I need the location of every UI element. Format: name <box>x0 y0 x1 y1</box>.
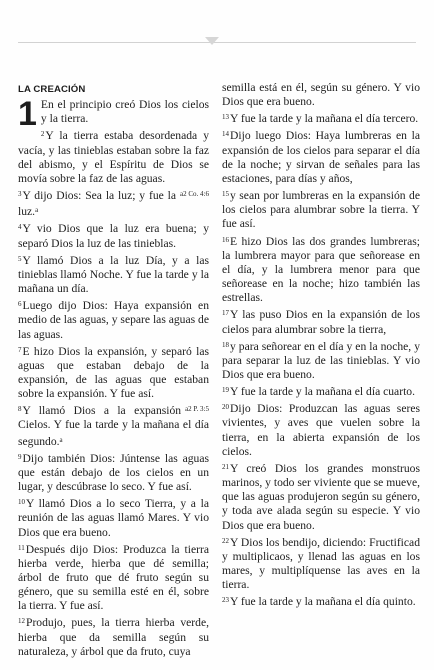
verse-text: Dijo Dios: Produzcan las aguas seres vivientes, y aves que vuelen sobre la tierra, en la abierta expansión de los cielos. <box>222 402 420 458</box>
verse-number: 14 <box>222 130 229 139</box>
left-column-body <box>18 95 209 659</box>
verse <box>222 400 420 459</box>
verse-text: Y creó Dios los grandes monstruos marinos, y todo ser viviente que se mueve, que las aguas produjeron según su género, y toda ave alada según su especie. Y vio Dios que era bueno. <box>222 461 421 532</box>
verse-text: E hizo Dios la expansión, y separó las aguas que estaban debajo de la expansión, de las aguas que estaban sobre la expansión. Y fue así. <box>18 344 209 401</box>
verse-number: 4 <box>18 223 22 232</box>
verse-number: 15 <box>222 190 229 199</box>
verse-number: 23 <box>222 596 229 605</box>
footnote-marker: a <box>59 435 63 444</box>
verse-text: Y llamó Dios a la expansión Cielos. Y fue la tarde y la mañana el día segundo. <box>18 404 209 448</box>
verse-text: Y llamó Dios a lo seco Tierra, y a la reunión de las aguas llamó Mares. Y vio Dios que era bueno. <box>18 497 209 539</box>
verse <box>18 495 209 539</box>
right-column-body <box>222 81 420 609</box>
verse-number: 3 <box>18 190 22 199</box>
verse-text: Y Dios los bendijo, diciendo: Fructificad y multiplicaos, y llenad las aguas en los mares, y multiplíquense las aves en la tierra. <box>222 535 420 592</box>
verse <box>222 338 420 382</box>
verse-text: Y llamó Dios a la luz Día, y a las tinieblas llamó Noche. Y fue la tarde y la mañana un día. <box>18 253 209 296</box>
left-column <box>18 83 209 660</box>
verse-number: 7 <box>18 345 22 354</box>
verse-number: 8 <box>18 405 22 414</box>
verse-number: 16 <box>222 235 229 244</box>
verse-text: Y las puso Dios en la expansión de los cielos para alumbrar sobre la tierra, <box>222 308 420 336</box>
verse <box>18 220 209 250</box>
verse-text: Y vio Dios que la luz era buena; y separó Dios la luz de las tinieblas. <box>18 222 209 250</box>
verse <box>18 614 209 658</box>
chapter-number: 1 <box>18 95 37 134</box>
verse <box>18 127 209 186</box>
verse-number: 13 <box>222 113 229 122</box>
verse <box>18 541 209 614</box>
verse <box>222 593 420 609</box>
verse <box>18 450 209 494</box>
verse <box>222 383 420 399</box>
verse <box>222 460 420 533</box>
verse-text: Dijo luego Dios: Haya lumbreras en la expansión de los cielos para separar el día de la noche; y sirvan de señales para las estaciones, para días y años, <box>222 129 420 185</box>
verse-number: 11 <box>18 543 25 552</box>
verse-text: En el principio creó Dios los cielos y la tierra. <box>40 98 209 126</box>
verse <box>222 187 420 231</box>
verse-number: 18 <box>222 340 229 349</box>
right-column <box>222 81 420 610</box>
verse-text: Dijo también Dios: Júntense las aguas que están debajo de los cielos en un lugar, y descúbrase lo seco. Y fue así. <box>18 451 209 494</box>
verse <box>222 81 420 109</box>
verse-number: 22 <box>222 536 229 545</box>
verse <box>18 402 209 448</box>
verse <box>18 343 209 402</box>
verse-text: Y dijo Dios: Sea la luz; y fue la luz. <box>18 189 177 219</box>
verse-text: Y fue la tarde y la mañana el día tercero. <box>230 112 419 126</box>
verse-number: 2 <box>40 130 45 139</box>
verse-text: Y fue la tarde y la mañana el día cuarto. <box>230 385 415 399</box>
verse <box>222 110 420 126</box>
footnote-marker: a <box>35 206 39 215</box>
verse <box>18 187 209 219</box>
verse <box>18 297 209 341</box>
verse-text: E hizo Dios las dos grandes lumbreras; la lumbrera mayor para que señorease en el día, y la lumbrera menor para que señorease en la noche; hizo también las estrellas. <box>222 234 420 305</box>
section-heading: LA CREACIÓN <box>18 84 86 95</box>
verse-text: Produjo, pues, la tierra hierba verde, hierba que da semilla según su naturaleza, y árbol que da fruto, cuya <box>18 616 209 658</box>
verse-number: 6 <box>18 300 22 309</box>
verse-text: y para señorear en el día y en la noche, y para separar la luz de las tinieblas. Y vio Dios que era bueno. <box>222 339 420 381</box>
verse-text: Después dijo Dios: Produzca la tierra hierba verde, hierba que dé semilla; árbol de fruto que dé fruto según su género, que su semilla esté en él, sobre la tierra. Y fue así. <box>18 542 209 613</box>
verse <box>222 534 420 593</box>
verse-text: Y la tierra estaba desordenada y vacía, y las tinieblas estaban sobre la faz del abismo, y el Espíritu de Dios se movía sobre la faz de las aguas. <box>18 129 209 185</box>
verse <box>222 233 420 306</box>
verse-number: 10 <box>18 498 25 507</box>
verse-number: 21 <box>222 462 229 471</box>
verse <box>18 95 209 134</box>
verse <box>222 306 420 336</box>
verse-number: 17 <box>222 309 229 318</box>
cross-reference: a2 P. 3:5 <box>185 405 209 414</box>
verse-number: 19 <box>222 386 229 395</box>
verse <box>222 127 420 186</box>
verse-number: 5 <box>18 254 22 263</box>
cross-reference: a2 Co. 4:6 <box>180 190 209 199</box>
verse-number: 20 <box>222 403 229 412</box>
verse-text: Y fue la tarde y la mañana el día quinto. <box>230 595 416 609</box>
verse-number: 9 <box>18 452 22 461</box>
verse-text: Luego dijo Dios: Haya expansión en medio de las aguas, y separe las aguas de las aguas. <box>18 299 209 341</box>
top-marker <box>205 37 219 45</box>
verse-text: y sean por lumbreras en la expansión de los cielos para alumbrar sobre la tierra. Y fue así. <box>222 189 420 231</box>
verse-text: semilla está en él, según su género. Y vio Dios que era bueno. <box>222 81 420 109</box>
verse <box>18 252 209 296</box>
verse-number: 12 <box>18 617 25 626</box>
